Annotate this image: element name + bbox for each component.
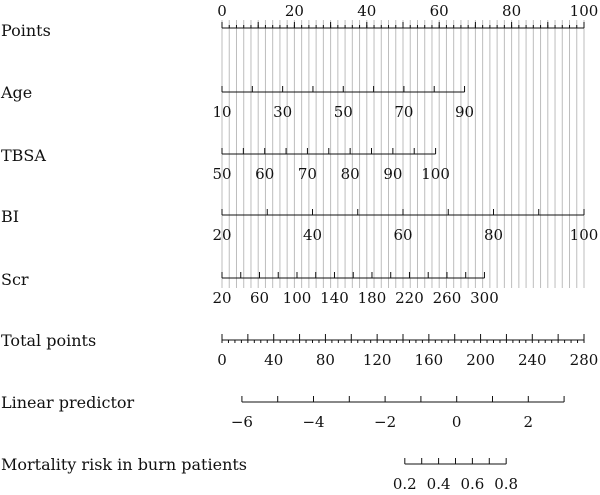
row-linear-predictor — [1, 393, 564, 431]
tick-label: 260 — [432, 289, 462, 307]
tick-label: 240 — [517, 351, 547, 369]
axis-linear-predictor — [231, 396, 564, 431]
tick-label: 200 — [466, 351, 495, 369]
tick-label: 10 — [212, 103, 232, 121]
tick-label: 40 — [264, 351, 284, 369]
tick-label: 0.4 — [426, 475, 451, 493]
tick-label: 220 — [395, 289, 424, 307]
tick-label: 80 — [483, 226, 504, 244]
row-label-bi: BI — [1, 207, 20, 226]
axis-tbsa — [212, 148, 449, 183]
tick-label: 0.2 — [392, 475, 417, 493]
tick-label: −4 — [302, 413, 325, 431]
tick-label: 0.8 — [494, 475, 519, 493]
tick-label: 20 — [212, 226, 232, 244]
tick-label: 0.6 — [460, 475, 485, 493]
tick-label: 60 — [429, 2, 449, 20]
row-label-points: Points — [1, 21, 51, 40]
tick-label: 160 — [414, 351, 444, 369]
tick-label: 90 — [454, 103, 475, 121]
tick-label: 60 — [393, 226, 413, 244]
tick-label: 80 — [340, 165, 360, 183]
row-label-total-points: Total points — [1, 331, 97, 350]
tick-label: 20 — [284, 2, 304, 20]
tick-label: 50 — [212, 165, 232, 183]
axis-age — [212, 86, 474, 121]
tick-label: 0 — [217, 351, 227, 369]
tick-label: 0 — [217, 2, 227, 20]
row-label-scr: Scr — [1, 270, 29, 289]
row-label-mortality-risk: Mortality risk in burn patients — [1, 455, 248, 474]
row-label-tbsa: TBSA — [1, 146, 46, 165]
tick-label: 60 — [249, 289, 270, 307]
row-scr — [1, 270, 499, 307]
tick-label: 100 — [569, 2, 599, 20]
tick-label: 100 — [421, 165, 450, 183]
tick-label: 0 — [451, 413, 462, 431]
row-mortality-risk — [1, 455, 518, 493]
tick-label: 280 — [569, 351, 599, 369]
tick-label: 20 — [212, 289, 232, 307]
row-points — [1, 2, 598, 40]
tick-label: 70 — [394, 103, 414, 121]
tick-label: 40 — [302, 226, 323, 244]
tick-label: 70 — [297, 165, 317, 183]
tick-label: 60 — [255, 165, 275, 183]
tick-label: 140 — [320, 289, 349, 307]
tick-label: 90 — [383, 165, 403, 183]
tick-label: 50 — [333, 103, 353, 121]
axis-scr — [212, 272, 498, 307]
tick-label: −6 — [230, 413, 253, 431]
tick-label: 2 — [523, 413, 534, 431]
axis-mortality-risk — [393, 458, 518, 493]
row-bi — [1, 207, 598, 244]
tick-label: −2 — [374, 413, 397, 431]
axis-total-points — [217, 334, 598, 369]
tick-label: 30 — [273, 103, 293, 121]
row-tbsa — [1, 146, 450, 183]
tick-label: 100 — [282, 289, 312, 307]
tick-label: 300 — [470, 289, 499, 307]
row-label-linear-predictor: Linear predictor — [1, 393, 135, 412]
tick-label: 100 — [569, 226, 599, 244]
tick-label: 180 — [357, 289, 387, 307]
row-label-age: Age — [1, 83, 33, 102]
tick-label: 80 — [502, 2, 522, 20]
tick-label: 40 — [357, 2, 377, 20]
axis-points — [217, 2, 598, 28]
tick-label: 120 — [362, 351, 392, 369]
row-total-points — [1, 331, 598, 369]
tick-label: 80 — [315, 351, 335, 369]
